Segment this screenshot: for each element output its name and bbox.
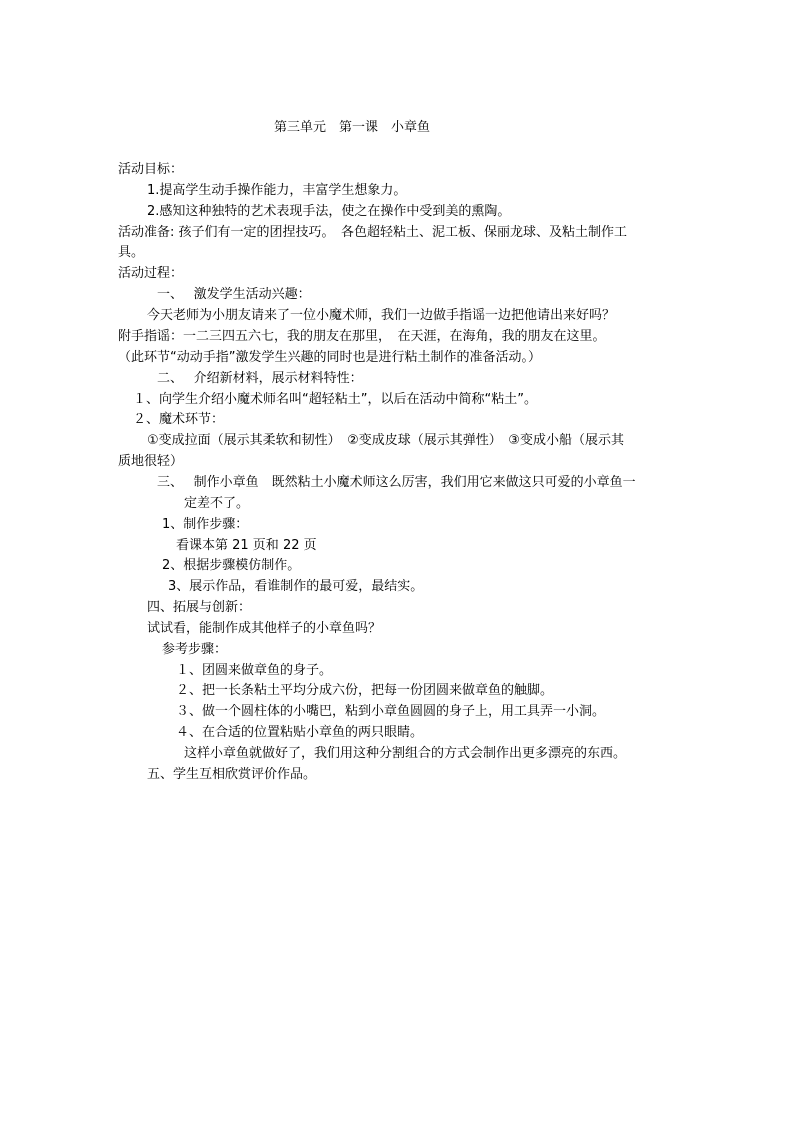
text-line: ２、把一长条粘土平均分成六份，把每一份团圆来做章鱼的触脚。 bbox=[176, 683, 554, 698]
text-line: 2.感知这种独特的艺术表现手法，使之在操作中受到美的熏陶。 bbox=[147, 204, 511, 219]
text-line: 3、展示作品，看谁制作的最可爱，最结实。 bbox=[168, 579, 424, 594]
text-line: 活动过程： bbox=[118, 266, 184, 281]
text-line: 三、 制作小章鱼 既然粘土小魔术师这么厉害，我们用它来做这只可爱的小章鱼一 bbox=[157, 475, 636, 490]
text-line: ３、做一个圆柱体的小嘴巴，粘到小章鱼圆圆的身子上，用工具弄一小洞。 bbox=[176, 704, 606, 719]
text-line: ２、魔术环节： bbox=[133, 412, 225, 427]
text-line: 1.提高学生动手操作能力，丰富学生想象力。 bbox=[147, 183, 407, 198]
text-line: 活动准备: 孩子们有一定的团捏技巧。 各色超轻粘土、泥工板、保丽龙球、及粘土制作工 bbox=[118, 225, 628, 240]
text-line: 五、学生互相欣赏评价作品。 bbox=[147, 767, 317, 782]
text-line: 附手指谣：一二三四五六七，我的朋友在那里， 在天涯，在海角，我的朋友在这里。 bbox=[118, 329, 606, 344]
text-line: 活动目标： bbox=[118, 162, 184, 177]
text-line: 2、根据步骤模仿制作。 bbox=[162, 558, 301, 573]
text-line: 参考步骤： bbox=[162, 642, 228, 657]
text-line: 试试看，能制作成其他样子的小章鱼吗？ bbox=[147, 621, 382, 636]
text-line: ４、在合适的位置粘贴小章鱼的两只眼睛。 bbox=[176, 725, 424, 740]
text-line: 1、制作步骤： bbox=[162, 517, 249, 532]
text-line: 今天老师为小朋友请来了一位小魔术师，我们一边做手指谣一边把他请出来好吗？ bbox=[147, 308, 616, 323]
text-line: ①变成拉面（展示其柔软和韧性） ②变成皮球（展示其弹性） ③变成小船（展示其 bbox=[147, 433, 624, 448]
text-line: 看课本第 21 页和 22 页 bbox=[176, 538, 317, 553]
text-line: 四、拓展与创新： bbox=[147, 600, 252, 615]
text-line: 这样小章鱼就做好了，我们用这种分割组合的方式会制作出更多漂亮的东西。 bbox=[184, 746, 627, 761]
text-line: （此环节“动动手指”激发学生兴趣的同时也是进行粘土制作的准备活动。） bbox=[118, 350, 541, 365]
text-line: 具。 bbox=[118, 245, 145, 260]
text-line: 定差不了。 bbox=[184, 496, 250, 511]
document-title: 第三单元 第一课 小章鱼 bbox=[274, 120, 431, 135]
text-line: 二、 介绍新材料，展示材料特性： bbox=[157, 371, 363, 386]
text-line: 一、 激发学生活动兴趣： bbox=[157, 287, 311, 302]
text-line: １、向学生介绍小魔术师名叫“超轻粘土”，以后在活动中简称“粘土”。 bbox=[133, 392, 537, 407]
text-line: 质地很轻） bbox=[118, 454, 184, 469]
text-line: １、团圆来做章鱼的身子。 bbox=[176, 663, 333, 678]
